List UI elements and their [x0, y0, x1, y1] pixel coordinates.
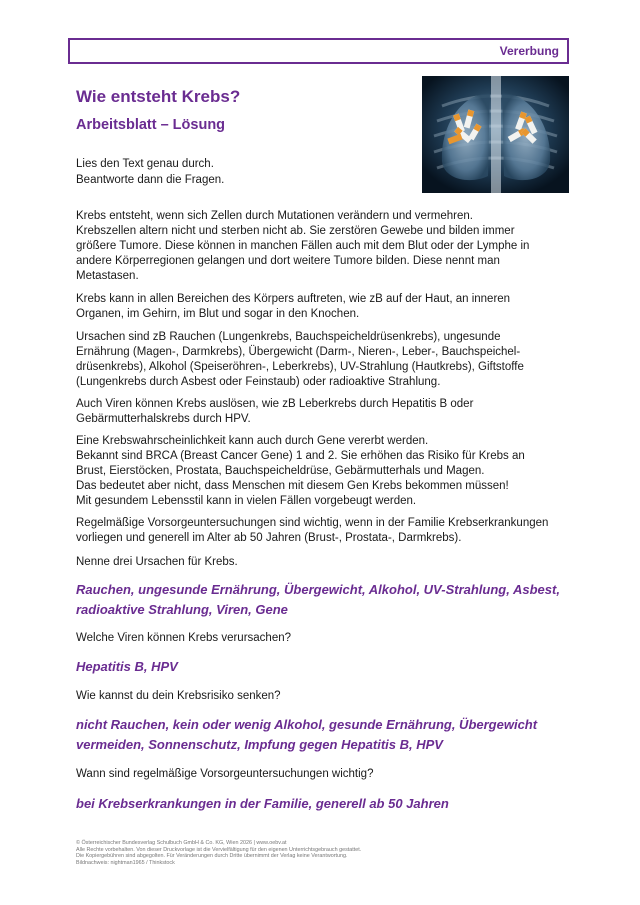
text-line: Metastasen.: [76, 270, 139, 282]
text-line: Brust, Eierstöcken, Prostata, Bauchspeicheldrüse, Gebärmutterhals und Magen.: [76, 465, 485, 477]
intro-line: Beantworte dann die Fragen.: [76, 174, 225, 186]
intro-instructions: [76, 156, 224, 188]
answer-line: nicht Rauchen, kein oder wenig Alkohol, gesunde Ernährung, Übergewicht: [76, 717, 538, 732]
paragraph-screening: [76, 516, 548, 546]
lung-xray-with-cigarettes-icon: [422, 76, 569, 193]
intro-line: Lies den Text genau durch.: [76, 158, 214, 170]
text-line: Organen, im Gehirn, im Blut und sogar in den Knochen.: [76, 308, 360, 320]
lung-xray-image: [422, 76, 569, 193]
text-line: Mit gesundem Lebensstil kann in vielen Fällen vorgebeugt werden.: [76, 495, 417, 507]
text-line: Das bedeutet aber nicht, dass Menschen mit diesem Gen Krebs bekommen müssen!: [76, 480, 509, 492]
text-line: vorliegen und generell im Alter ab 50 Jahren (Brust-, Prostata-, Darmkrebs).: [76, 532, 462, 544]
text-line: Gebärmutterhalskrebs durch HPV.: [76, 413, 251, 425]
text-line: drüsenkrebs), Alkohol (Speiseröhren-, Leberkrebs), UV-Strahlung (Hautkrebs), Giftstoffe: [76, 361, 524, 373]
page-subtitle: Arbeitsblatt – Lösung: [76, 117, 226, 133]
footer-line: Die Kopiergebühren sind abgegolten. Für Veränderungen durch Dritte übernimmt der Verlag keine Verantwortung.: [76, 853, 348, 860]
footer-line: Alle Rechte vorbehalten. Von dieser Druckvorlage ist die Vervielfältigung für den eigenen Unterrichtsgebrauch gestattet.: [76, 846, 362, 853]
text-line: größere Tumore. Diese können in manchen Fällen auch mit dem Blut oder der Lymphe in: [76, 240, 530, 252]
answer-3: [76, 715, 537, 755]
question-4: Wann sind regelmäßige Vorsorgeuntersuchungen wichtig?: [76, 768, 374, 780]
question-1: Nenne drei Ursachen für Krebs.: [76, 556, 238, 568]
footer-line: Bildnachweis: nightman1965 / Thinkstock: [76, 859, 175, 866]
footer-line: © Österreichischer Bundesverlag Schulbuch GmbH & Co. KG, Wien 2026 | www.oebv.at: [76, 840, 287, 846]
text-line: Krebs entsteht, wenn sich Zellen durch Mutationen verändern und vermehren.: [76, 210, 473, 222]
question-2: Welche Viren können Krebs verursachen?: [76, 632, 292, 644]
text-line: Krebs kann in allen Bereichen des Körpers auftreten, wie zB auf der Haut, an inneren: [76, 293, 511, 305]
text-line: Bekannt sind BRCA (Breast Cancer Gene) 1 and 2. Sie erhöhen das Risiko für Krebs an: [76, 450, 525, 462]
answer-line: radioaktive Strahlung, Viren, Gene: [76, 602, 288, 617]
text-line: Auch Viren können Krebs auslösen, wie zB Leberkrebs durch Hepatitis B oder: [76, 398, 474, 410]
header-category-label: Vererbung: [499, 44, 559, 58]
answer-1: [76, 580, 560, 620]
copyright-footer: [76, 840, 361, 866]
paragraph-viruses: [76, 397, 473, 427]
paragraph-causes: [76, 330, 524, 390]
paragraph-locations: [76, 292, 510, 322]
paragraph-genes: [76, 434, 525, 509]
text-line: Ernährung (Magen-, Darmkrebs), Übergewicht (Darm-, Nieren-, Leber-, Bauchspeichel-: [76, 346, 521, 358]
text-line: andere Körperregionen gelangen und dort weitere Tumore bilden. Diese nennt man: [76, 255, 500, 267]
text-line: (Lungenkrebs durch Asbest oder Feinstaub) oder radioaktive Strahlung.: [76, 376, 441, 388]
paragraph-definition: [76, 209, 529, 284]
text-line: Eine Krebswahrscheinlichkeit kann auch durch Gene vererbt werden.: [76, 435, 429, 447]
answer-4: [76, 794, 449, 814]
text-line: Ursachen sind zB Rauchen (Lungenkrebs, Bauchspeicheldrüsenkrebs), ungesunde: [76, 331, 501, 343]
answer-line: Hepatitis B, HPV: [76, 659, 178, 674]
question-3: Wie kannst du dein Krebsrisiko senken?: [76, 690, 281, 702]
answer-2: [76, 657, 178, 677]
answer-line: vermeiden, Sonnenschutz, Impfung gegen Hepatitis B, HPV: [76, 737, 443, 752]
answer-line: bei Krebserkrankungen in der Familie, generell ab 50 Jahren: [76, 796, 449, 811]
text-line: Krebszellen altern nicht und sterben nicht ab. Sie zerstören Gewebe und bilden immer: [76, 225, 515, 237]
text-line: Regelmäßige Vorsorgeuntersuchungen sind wichtig, wenn in der Familie Krebserkrankungen: [76, 517, 549, 529]
header-box: [68, 38, 569, 64]
page-title: Wie entsteht Krebs?: [76, 87, 241, 106]
answer-line: Rauchen, ungesunde Ernährung, Übergewicht, Alkohol, UV-Strahlung, Asbest,: [76, 582, 560, 597]
